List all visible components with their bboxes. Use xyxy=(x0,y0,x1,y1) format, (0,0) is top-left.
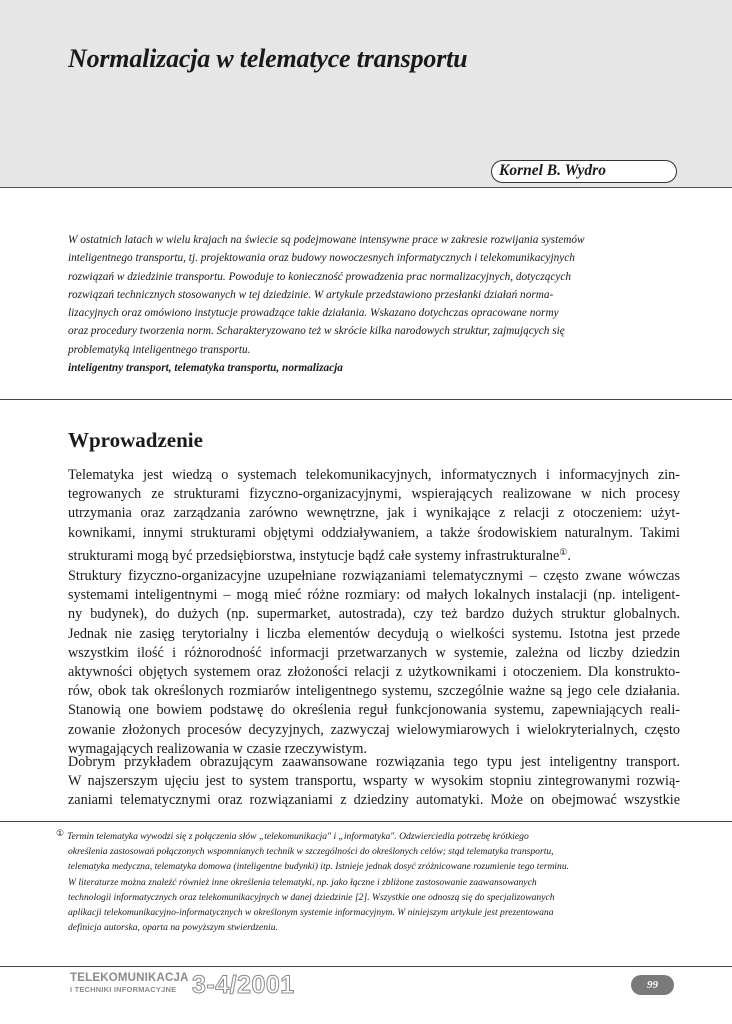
abstract-line: rozwiązań technicznych stosowanych w tej dziedzinie. W artykule przedstawiono przesłanki działań norma- xyxy=(68,288,554,301)
text-line: Telematyka jest wiedzą o systemach telekomunikacyjnych, informatycznych i informacyjnych zin- xyxy=(68,467,680,483)
abstract xyxy=(68,231,678,359)
text-line: Struktury fizyczno-organizacyjne uzupełniane rozwiązaniami telematycznymi – często zwane wówczas xyxy=(68,568,680,584)
footnote-line: określenia zastosowań połączonych wspomnianych technik w szczególności do określonych celów; stąd telematyka transportu, xyxy=(68,846,554,858)
text-line: rów, obok tak określonych rozmiarów inteligentnego systemu, szczególnie ważne są jego cele działania. xyxy=(68,683,680,700)
footer-divider xyxy=(0,966,732,967)
abstract-line: rozwiązań w dziedzinie transportu. Powoduje to konieczność prowadzenia prac normalizacyjnych, dotyczących xyxy=(68,270,572,283)
text-line: tegrowanych ze strukturami fizyczno-organizacyjnymi, wspierających realizowane w nich procesy xyxy=(68,486,680,503)
footnote-line: aplikacji telekomunikacyjno-informatycznych w określonym systemie informacyjnym. W niniejszym artykule jest prezentowana xyxy=(68,907,554,919)
journal-name-line2: I TECHNIKI INFORMACYJNE xyxy=(70,985,177,994)
text-line: utrzymania oraz zarządzania zarówno wewnętrzne, jak i wynikające z relacji z otoczeniem: użyt- xyxy=(68,505,680,522)
section-heading: Wprowadzenie xyxy=(68,428,203,452)
text-line: systemami inteligentnymi – mogą mieć różne rozmiary: od małych lokalnych instalacji (np. inteligent- xyxy=(68,587,680,604)
text-line: Jednak nie zasięg terytorialny i liczba elementów decydują o wielkości systemu. Istotna jest przede xyxy=(68,625,680,642)
text-line: Dobrym przykładem obrazującym zaawansowane rozwiązania tego typu jest inteligentny transport. xyxy=(68,754,680,770)
text-line: zaniami telematycznymi oraz rozwiązaniami z dziedziny automatyki. Może on obejmować wszystkie xyxy=(68,792,680,809)
keywords: inteligentny transport, telematyka transportu, normalizacja xyxy=(68,362,343,374)
footnote xyxy=(56,826,680,935)
paragraph-1 xyxy=(68,466,680,566)
text-line: aktywności objętych systemem oraz złożoności relacji z użytkownikami i otoczeniem. Dla konstrukto- xyxy=(68,664,680,681)
footnote-line: telematyka medyczna, telematyka domowa (inteligentne budynki) itp. Istnieje jednak dosyć zróżnicowane rozumienie tego terminu. xyxy=(68,861,570,873)
sentence-end: . xyxy=(567,547,571,564)
divider xyxy=(0,399,732,400)
text-line: Stanowią one bowiem podstawę do określenia reguł funkcjonowania systemu, zapewniających reali- xyxy=(68,702,680,719)
text-line-content: strukturami mogą być przedsiębiorstwa, instytucje bądź całe systemy infrastrukturalne xyxy=(68,547,560,564)
text-line: zowanie złożonych procesów decyzyjnych, zazwyczaj wielowymiarowych i wielokryterialnych, często xyxy=(68,721,680,738)
abstract-line: W ostatnich latach w wielu krajach na świecie są podejmowane intensywne prace w zakresie rozwijania systemów xyxy=(68,234,585,246)
text-line: wymagających realizowania w czasie rzeczywistym. xyxy=(68,740,367,757)
footnote-marker: ① xyxy=(56,828,65,838)
footnote-divider xyxy=(0,821,732,822)
text-line: kownikami, innymi strukturami objętymi oddziaływaniem, a także środowiskiem naturalnym. Takimi xyxy=(68,524,680,541)
footnote-line-text: Termin telematyka wywodzi się z połączenia słów „telekomunikacja" i „informatyka". Odzwierciedla potrzebę krótkiego xyxy=(67,831,529,842)
footnote-line: definicja autorska, oparta na powyższym stwierdzeniu. xyxy=(68,922,278,934)
text-line xyxy=(68,543,680,566)
text-line: ny budynek), do dużych (np. supermarket, autostrada), czy też bardzo dużych struktur globalnych. xyxy=(68,606,680,623)
footnote-reference[interactable]: ① xyxy=(559,546,568,557)
journal-name xyxy=(70,973,189,995)
abstract-line: oraz procedury tworzenia norm. Scharakteryzowano też w skrócie kilka narodowych struktur, zajmujących się xyxy=(68,325,565,338)
text-line: W najszerszym ujęciu jest to system transportu, wsparty w wysokim stopniu zintegrowanymi rozwią- xyxy=(68,773,680,790)
author-name: Kornel B. Wydro xyxy=(499,162,606,179)
abstract-line: lizacyjnych oraz omówiono instytucje prowadzące takie działania. Wskazano dotychczas opracowane normy xyxy=(68,307,559,320)
article-title: Normalizacja w telematyce transportu xyxy=(68,44,468,73)
footnote-line: W literaturze można znaleźć również inne określenia telematyki, np. jako łączne i zbliżone zastosowanie zaawansowanych xyxy=(68,876,537,888)
text-line: wszystkim ilość i różnorodność informacji przetwarzanych w systemie, zależna od liczby dziedzin xyxy=(68,644,680,661)
footnote-line: technologii informatycznych oraz telekomunikacyjnych w danej dziedzinie [2]. Wszystkie one odnoszą się do specjalizowanych xyxy=(68,891,555,903)
paragraph-2 xyxy=(68,567,680,759)
abstract-line: problematyką inteligentnego transportu. xyxy=(68,343,251,356)
paragraph-3 xyxy=(68,753,680,811)
journal-name-line1: TELEKOMUNIKACJA xyxy=(70,972,189,984)
page-number: 99 xyxy=(631,975,674,995)
issue-number: 3-4/2001 xyxy=(192,971,295,999)
footnote-line xyxy=(56,826,680,844)
abstract-line: inteligentnego transportu, tj. projektowania oraz budowy nowoczesnych informatycznych i telekomunikacyjnych xyxy=(68,252,575,265)
